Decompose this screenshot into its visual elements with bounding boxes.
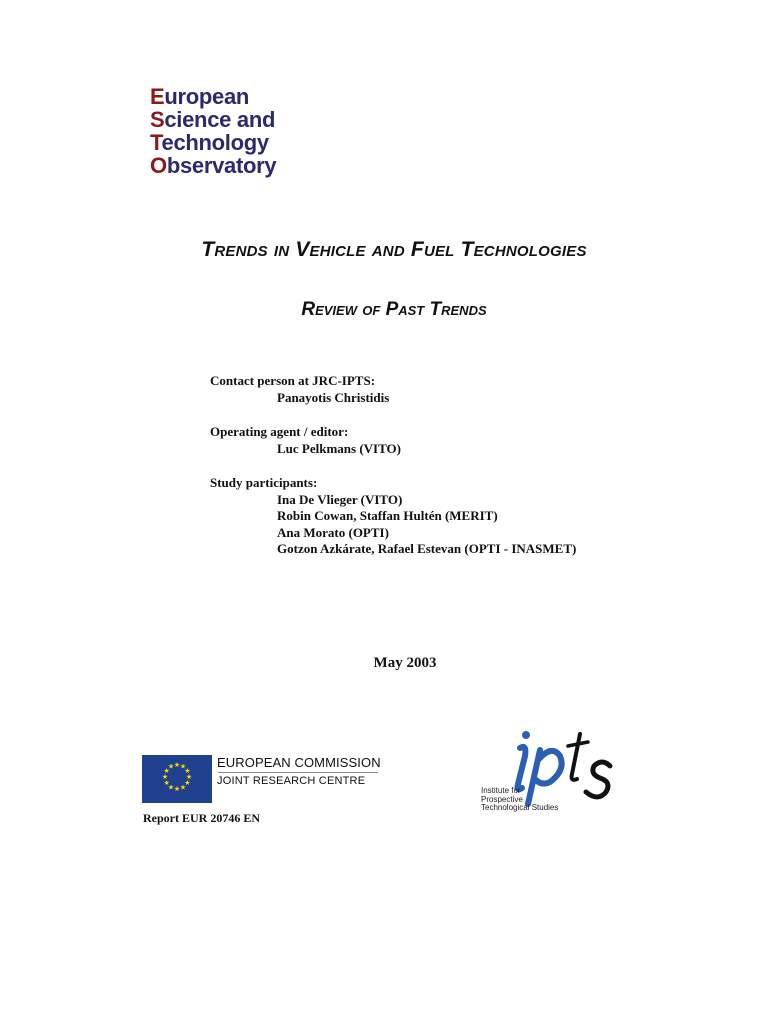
- esto-logo: [150, 85, 276, 177]
- svg-text:★: ★: [185, 773, 193, 781]
- esto-logo-line: European: [150, 84, 250, 109]
- svg-text:★: ★: [167, 762, 175, 771]
- esto-logo-line: Science and: [150, 107, 276, 132]
- contact-name: Ana Morato (OPTI): [277, 524, 389, 540]
- eu-flag-icon: [142, 755, 212, 803]
- ec-logo-line2: JOINT RESEARCH CENTRE: [217, 775, 366, 787]
- svg-text:★: ★: [163, 779, 170, 787]
- svg-text:★: ★: [161, 773, 169, 781]
- ipts-caption-line: Prospective: [481, 794, 523, 804]
- contact-group: [210, 424, 576, 457]
- ipts-logo-caption: [481, 787, 558, 813]
- esto-logo-line: Technology: [150, 130, 269, 155]
- contact-group: [210, 373, 576, 406]
- document-subtitle: Review of Past Trends: [301, 299, 487, 320]
- esto-logo-line: Observatory: [150, 153, 277, 178]
- ipts-caption-line: Technological Studies: [481, 803, 559, 812]
- european-commission-logo: [142, 755, 381, 803]
- contact-name: Panayotis Christidis: [277, 389, 390, 405]
- publication-date: May 2003: [373, 655, 437, 671]
- svg-text:★: ★: [173, 785, 181, 793]
- ec-logo-divider: [218, 772, 378, 773]
- contact-name: Gotzon Azkárate, Rafael Estevan (OPTI - INASMET): [277, 541, 577, 556]
- contact-label: Study participants:: [210, 475, 318, 490]
- svg-text:★: ★: [179, 762, 187, 771]
- svg-text:★: ★: [163, 767, 170, 775]
- contact-name: Luc Pelkmans (VITO): [277, 440, 401, 456]
- svg-text:★: ★: [167, 783, 175, 792]
- contact-group: [210, 475, 576, 558]
- contact-name: Robin Cowan, Staffan Hultén (MERIT): [277, 508, 498, 523]
- ec-logo-line1: EUROPEAN COMMISSION: [217, 755, 381, 770]
- contact-label: Operating agent / editor:: [210, 424, 349, 439]
- contact-label: Contact person at JRC-IPTS:: [210, 373, 376, 388]
- contacts-block: [210, 373, 576, 576]
- contact-name: Ina De Vlieger (VITO): [277, 491, 403, 507]
- svg-text:★: ★: [179, 783, 187, 792]
- document-title: Trends in Vehicle and Fuel Technologies: [201, 238, 587, 261]
- ipts-caption-line: Institute for: [481, 786, 521, 795]
- svg-text:★: ★: [184, 779, 191, 787]
- report-number: Report EUR 20746 EN: [143, 811, 260, 825]
- svg-text:★: ★: [184, 767, 191, 775]
- svg-text:★: ★: [173, 761, 181, 769]
